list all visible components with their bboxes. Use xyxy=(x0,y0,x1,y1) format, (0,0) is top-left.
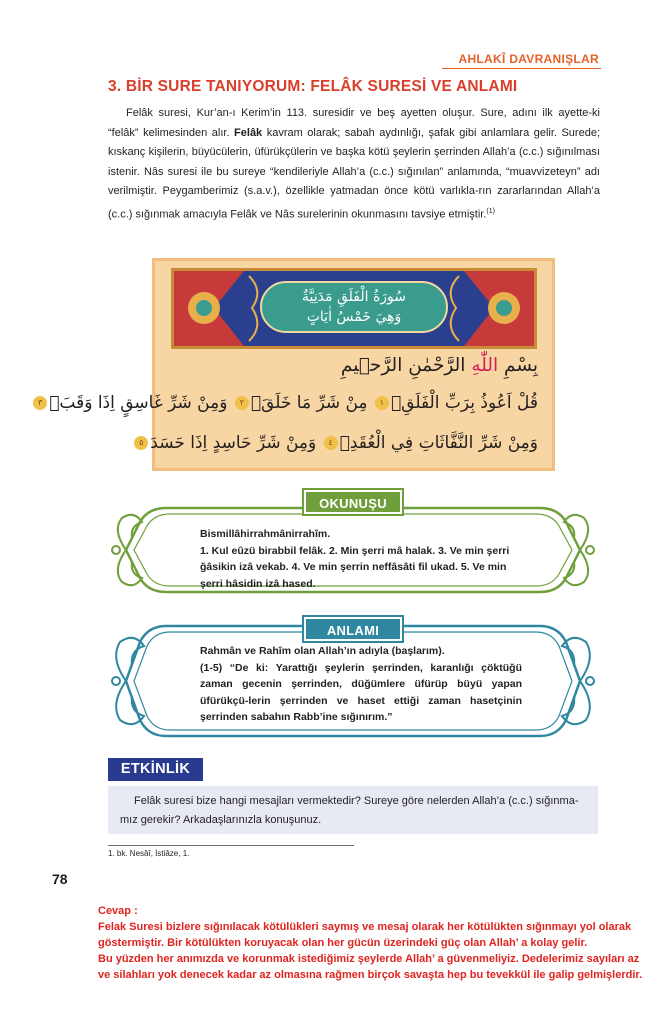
ayah-5-text: وَمِنْ شَرِّ حَاسِدٍ اِذَا حَسَدَ xyxy=(150,433,317,453)
ayah-number-3: ٣ xyxy=(33,396,47,410)
okunusu-label: OKUNUŞU xyxy=(304,490,402,514)
ayah-1-text: قُلْ اَعُوذُ بِرَبِّ الْفَلَقِۙ xyxy=(390,393,538,413)
intro-paragraph xyxy=(108,104,600,225)
intro-bold-term: Felâk xyxy=(234,126,263,139)
ayah-number-5: ٥ xyxy=(134,436,148,450)
basmala xyxy=(166,355,538,376)
answer-block xyxy=(98,903,671,983)
page-number: 78 xyxy=(52,871,68,887)
intro-text-1: Felâk suresi, Kur’an-ı Kerim’in 113. suresidir ve beş ayetten oluşur. Sure, adını ilk ayette-ki “felâk” kelimesinden alır. xyxy=(108,107,600,139)
ayah-2-text: مِنْ شَرِّ مَا خَلَقَۙ xyxy=(250,393,368,413)
anlami-text xyxy=(200,643,522,726)
ayah-number-2: ٢ xyxy=(235,396,249,410)
okunusu-verses: 1. Kul eûzü birabbil felâk. 2. Min şerri mâ halak. 3. Ve min şerri ğâsikin izâ vekab. 4. Ve min şerrin neffâsâti fil ukad. 5. Ve min şerri hâsidin izâ hased. xyxy=(200,544,510,590)
answer-line-3: Bu yüzden her anımızda ve korunmak istediğimiz şeylerde Allah’ a güvenmeliyiz. Dedelerimiz sayıları az xyxy=(98,953,640,965)
answer-line-4: ve silahları yok denecek kadar az olmasına rağmen birçok savaşta hep bu tevekkül ile galip gelmişlerdir. xyxy=(98,969,643,981)
anlami-basmala: Rahmân ve Rahîm olan Allah’ın adıyla (başlarım). xyxy=(200,645,445,657)
anlami-meaning: (1-5) “De ki: Yarattığı şeylerin şerrinden, karanlığı çöktüğü zaman gecenin şerrinden, düğümlere üfürüp büyü yapan üfürükçü-lerin şerrinden ve haset ettiği zaman hasetçinin şerrinden sabahın Rabb’ine sığınırım.” xyxy=(200,661,522,723)
surah-name-arabic: سُورَةُ الْفَلَقِ مَدَنِيَّةٌ xyxy=(302,289,406,305)
ayah-line-1 xyxy=(38,393,538,413)
okunusu-basmala: Bismillâhirrahmânirrahîm. xyxy=(200,528,331,540)
anlami-label: ANLAMI xyxy=(304,617,402,641)
okunusu-text xyxy=(200,526,522,592)
footnote: 1. bk. Nesâî, İstiâze, 1. xyxy=(108,849,190,858)
basmala-rahman: الرَّحْمٰنِ الرَّح۪يمِ xyxy=(340,355,466,376)
basmala-bismi: بِسْمِ xyxy=(504,355,538,376)
header-rule xyxy=(442,68,601,69)
quran-panel xyxy=(38,258,555,471)
answer-line-1: Felak Suresi bizlere sığınılacak kötülükleri saymış ve mesaj olarak her kötülükten sığınmayı yol olarak xyxy=(98,921,632,933)
etkinlik-question: Felâk suresi bize hangi mesajları vermektedir? Sureye göre nelerden Allah’a (c.c.) sığınma-mız gerekir? Arkadaşlarınızla konuşunuz. xyxy=(108,786,598,834)
section-title: 3. BİR SURE TANIYORUM: FELÂK SURESİ VE ANLAMI xyxy=(108,78,518,95)
surah-cartouche xyxy=(260,281,448,333)
ayah-line-2 xyxy=(139,433,538,453)
footnote-ref: (1) xyxy=(486,207,495,215)
ayah-3-text: وَمِنْ شَرِّ غَاسِقٍ اِذَا وَقَبَۙ xyxy=(49,393,228,413)
surah-ayah-count-arabic: وَهِيَ خَمْسُ اٰيَاتٍ xyxy=(306,309,402,325)
answer-line-2: göstermiştir. Bir kötülükten koruyacak olan her gücün üzerindeki güç olan Allah’ a kolay gelir. xyxy=(98,937,588,949)
basmala-allah: اللّٰهِ xyxy=(471,355,499,376)
surah-header-illumination xyxy=(171,268,537,349)
etkinlik-label: ETKİNLİK xyxy=(108,758,203,781)
answer-heading: Cevap : xyxy=(98,905,138,917)
ayah-4-text: وَمِنْ شَرِّ النَّفَّاثَاتِ فِي الْعُقَدِۙ xyxy=(339,433,538,453)
section-tag: AHLAKÎ DAVRANIŞLAR xyxy=(458,52,599,66)
ayah-number-4: ٤ xyxy=(324,436,338,450)
ayah-number-1: ١ xyxy=(375,396,389,410)
intro-text-2: kavram olarak; sabah aydınlığı, şafak gibi anlamlara gelir. Surede; kıskanç kişilerin, büyücülerin, üfürükçülerin ve başka kötü şeylerin şerrinden Allah’a (c.c.) sığınılması istenir. Nâs suresi ile bu sureye “kendileriyle Allah’a (c.c.) sığınılan” anlamında, “muavvizeteyn” adı verilmiştir. Peygamberimiz (s.a.v.), özellikle yatmadan önce kötü varlıkla-rın zararlarından Allah’a (c.c.) sığınmak amacıyla Felâk ve Nâs surelerinin okunmasını tavsiye etmiştir. xyxy=(108,126,600,221)
footnote-rule xyxy=(108,845,354,846)
